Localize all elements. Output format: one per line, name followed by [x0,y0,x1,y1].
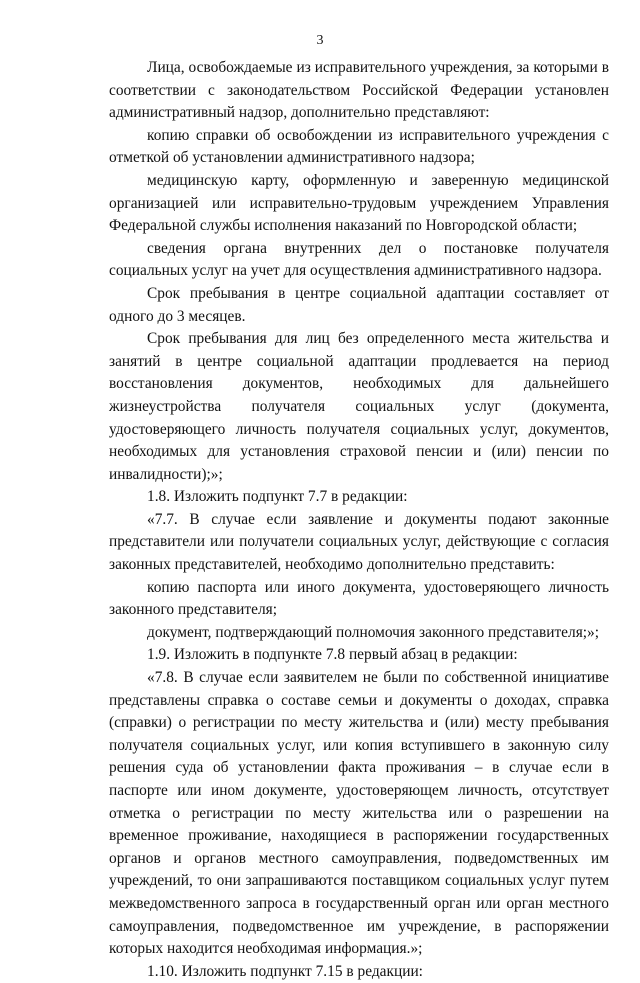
paragraph-item-1-10: 1.10. Изложить подпункт 7.15 в редакции: [147,962,423,980]
paragraph-clause-7-8: «7.8. В случае если заявителем не были по собственной инициативе представлены справка о составе семьи и документы о доходах, справка (справки) о регистрации по месту жительства и (или) месту пребывания получателя социальных услуг, или копия вступившего в законную силу решения суда об установлении факта проживания – в случае если в паспорте или ином документе, удостоверяющем личность, отсутствует отметка о регистрации по месту жительства или о разрешении на временное проживание, находящиеся в распоряжении государственных органов и органов местного самоуправления, подведомственных им учреждений, то они запрашиваются поставщиком социальных услуг путем межведомственного запроса в государственный орган или орган местного самоуправления, подведомственное им учреждение, в распоряжении которых находится необходимая информация.»; [109,669,609,958]
document-body [109,57,609,983]
paragraph-passport-copy: копию паспорта или иного документа, удостоверяющего личность законного представителя; [109,578,609,619]
paragraph-item-1-9: 1.9. Изложить в подпункте 7.8 первый абзац в редакции: [147,646,518,664]
page-number: 3 [316,33,324,48]
paragraph-stay-extension: Срок пребывания для лиц без определенного места жительства и занятий в центре социальной адаптации продлевается на период восстановления документов, необходимых для дальнейшего жизнеустройства получателя социальных услуг (документа, удостоверяющего личность получателя социальных услуг, документов, необходимых для установления страховой пенсии и (или) пенсии по инвалидности);»; [109,330,609,483]
paragraph-item-1-8: 1.8. Изложить подпункт 7.7 в редакции: [147,488,408,506]
paragraph-supervision-intro: Лица, освобождаемые из исправительного учреждения, за которыми в соответствии с законодательством Российской Федерации установлен административный надзор, дополнительно представляют: [109,59,609,122]
paragraph-stay-duration: Срок пребывания в центре социальной адаптации составляет от одного до 3 месяцев. [109,284,609,325]
paragraph-authority-document: документ, подтверждающий полномочия законного представителя;»; [147,623,600,641]
paragraph-police-info: сведения органа внутренних дел о постановке получателя социальных услуг на учет для осуществления административного надзора. [109,239,609,280]
paragraph-medical-card: медицинскую карту, оформленную и заверенную медицинской организацией или исправительно-трудовым учреждением Управления Федеральной службы исполнения наказаний по Новгородской области; [109,171,609,235]
paragraph-clause-7-7: «7.7. В случае если заявление и документы подают законные представители или получатели социальных услуг, действующие с согласия законных представителей, необходимо дополнительно представить: [109,510,609,574]
paragraph-release-certificate: копию справки об освобождении из исправительного учреждения с отметкой об установлении административного надзора; [109,126,609,167]
